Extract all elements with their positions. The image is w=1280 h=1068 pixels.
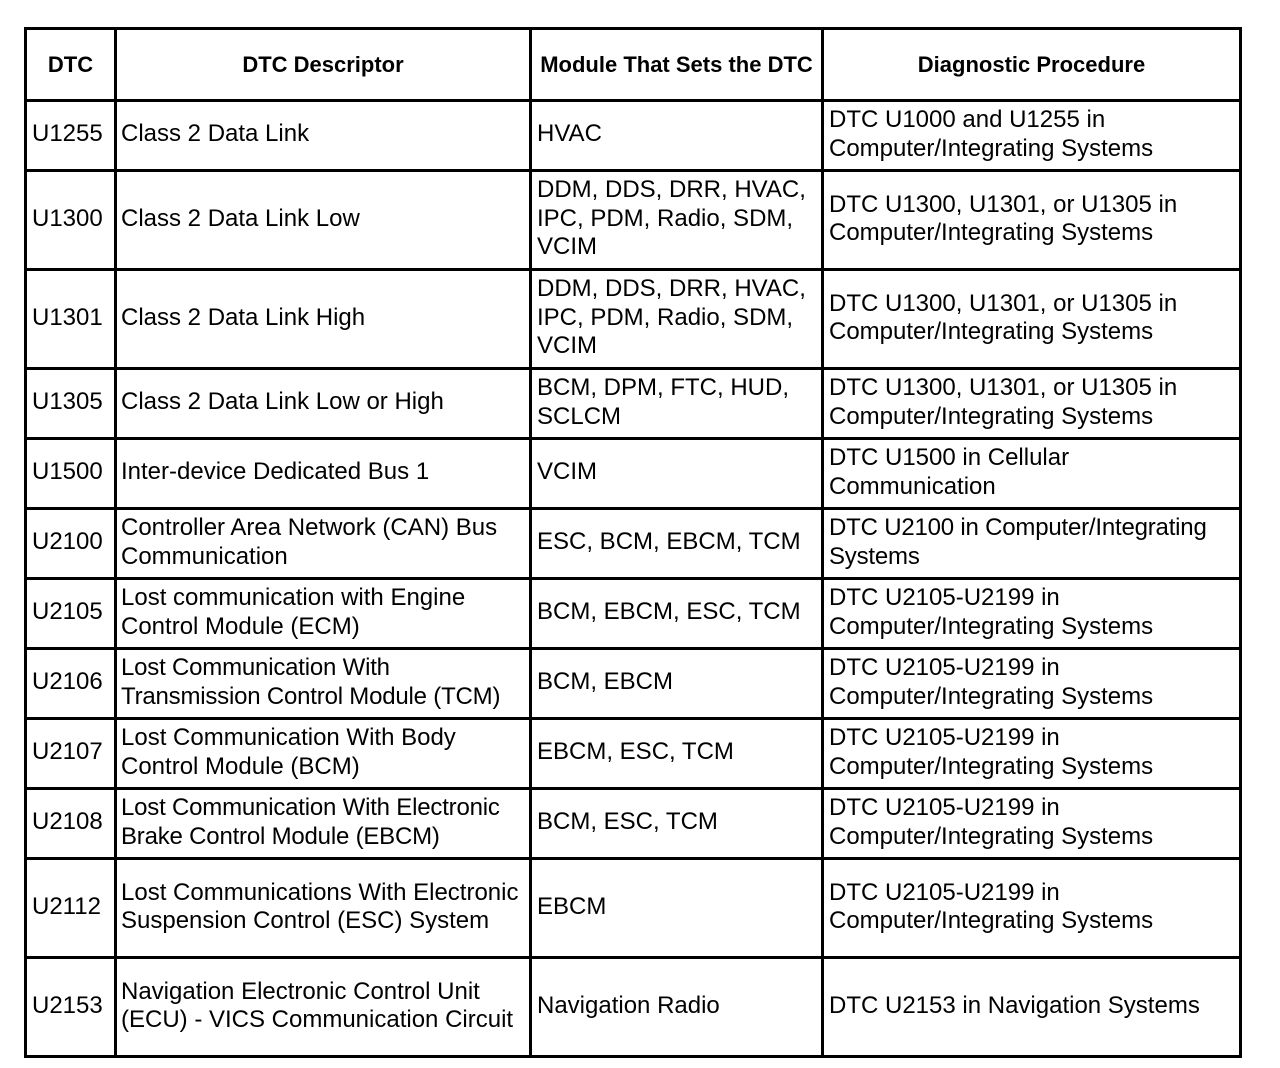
dtc-code: U1305 [26, 369, 116, 439]
dtc-module: ESC, BCM, EBCM, TCM [531, 509, 823, 579]
table-row [26, 509, 1241, 579]
dtc-module: HVAC [531, 101, 823, 171]
dtc-procedure: DTC U1300, U1301, or U1305 in Computer/Integrating Systems [823, 171, 1241, 270]
table-header [26, 29, 1241, 101]
dtc-descriptor: Class 2 Data Link High [116, 270, 531, 369]
dtc-procedure: DTC U1300, U1301, or U1305 in Computer/Integrating Systems [823, 369, 1241, 439]
dtc-module: BCM, DPM, FTC, HUD, SCLCM [531, 369, 823, 439]
table-row [26, 719, 1241, 789]
dtc-code: U2112 [26, 859, 116, 958]
dtc-module: BCM, EBCM [531, 649, 823, 719]
dtc-code: U2153 [26, 958, 116, 1057]
dtc-descriptor: Lost Communication With Electronic Brake Control Module (EBCM) [116, 789, 531, 859]
dtc-descriptor: Navigation Electronic Control Unit (ECU) - VICS Communication Circuit [116, 958, 531, 1057]
dtc-module: BCM, EBCM, ESC, TCM [531, 579, 823, 649]
dtc-procedure: DTC U2105-U2199 in Computer/Integrating Systems [823, 719, 1241, 789]
dtc-procedure: DTC U2100 in Computer/Integrating Systems [823, 509, 1241, 579]
table-row [26, 579, 1241, 649]
dtc-table [24, 27, 1242, 1058]
dtc-code: U2105 [26, 579, 116, 649]
dtc-code: U1300 [26, 171, 116, 270]
dtc-procedure: DTC U2105-U2199 in Computer/Integrating Systems [823, 789, 1241, 859]
table-row [26, 101, 1241, 171]
table-row [26, 270, 1241, 369]
dtc-descriptor: Lost Communications With Electronic Suspension Control (ESC) System [116, 859, 531, 958]
dtc-procedure: DTC U2153 in Navigation Systems [823, 958, 1241, 1057]
dtc-module: EBCM, ESC, TCM [531, 719, 823, 789]
dtc-module: DDM, DDS, DRR, HVAC, IPC, PDM, Radio, SDM, VCIM [531, 270, 823, 369]
table-row [26, 958, 1241, 1057]
table-row [26, 859, 1241, 958]
table-row [26, 439, 1241, 509]
dtc-descriptor: Lost Communication With Body Control Module (BCM) [116, 719, 531, 789]
dtc-descriptor: Controller Area Network (CAN) Bus Communication [116, 509, 531, 579]
dtc-code: U1301 [26, 270, 116, 369]
header-procedure: Diagnostic Procedure [823, 29, 1241, 101]
table-row [26, 369, 1241, 439]
header-module: Module That Sets the DTC [531, 29, 823, 101]
dtc-descriptor: Class 2 Data Link [116, 101, 531, 171]
dtc-procedure: DTC U1000 and U1255 in Computer/Integrating Systems [823, 101, 1241, 171]
dtc-descriptor: Inter-device Dedicated Bus 1 [116, 439, 531, 509]
dtc-code: U2106 [26, 649, 116, 719]
dtc-procedure: DTC U2105-U2199 in Computer/Integrating Systems [823, 859, 1241, 958]
table-body [26, 101, 1241, 1057]
dtc-module: EBCM [531, 859, 823, 958]
dtc-procedure: DTC U1300, U1301, or U1305 in Computer/Integrating Systems [823, 270, 1241, 369]
dtc-descriptor: Class 2 Data Link Low [116, 171, 531, 270]
dtc-procedure: DTC U1500 in Cellular Communication [823, 439, 1241, 509]
dtc-code: U2108 [26, 789, 116, 859]
table-row [26, 171, 1241, 270]
dtc-code: U1500 [26, 439, 116, 509]
dtc-module: DDM, DDS, DRR, HVAC, IPC, PDM, Radio, SDM, VCIM [531, 171, 823, 270]
header-descriptor: DTC Descriptor [116, 29, 531, 101]
dtc-code: U2107 [26, 719, 116, 789]
dtc-code: U1255 [26, 101, 116, 171]
dtc-module: BCM, ESC, TCM [531, 789, 823, 859]
dtc-module: VCIM [531, 439, 823, 509]
dtc-procedure: DTC U2105-U2199 in Computer/Integrating Systems [823, 649, 1241, 719]
dtc-descriptor: Lost Communication With Transmission Control Module (TCM) [116, 649, 531, 719]
dtc-module: Navigation Radio [531, 958, 823, 1057]
header-row [26, 29, 1241, 101]
dtc-descriptor: Class 2 Data Link Low or High [116, 369, 531, 439]
table-row [26, 789, 1241, 859]
table-row [26, 649, 1241, 719]
dtc-code: U2100 [26, 509, 116, 579]
dtc-procedure: DTC U2105-U2199 in Computer/Integrating Systems [823, 579, 1241, 649]
dtc-descriptor: Lost communication with Engine Control Module (ECM) [116, 579, 531, 649]
header-dtc: DTC [26, 29, 116, 101]
